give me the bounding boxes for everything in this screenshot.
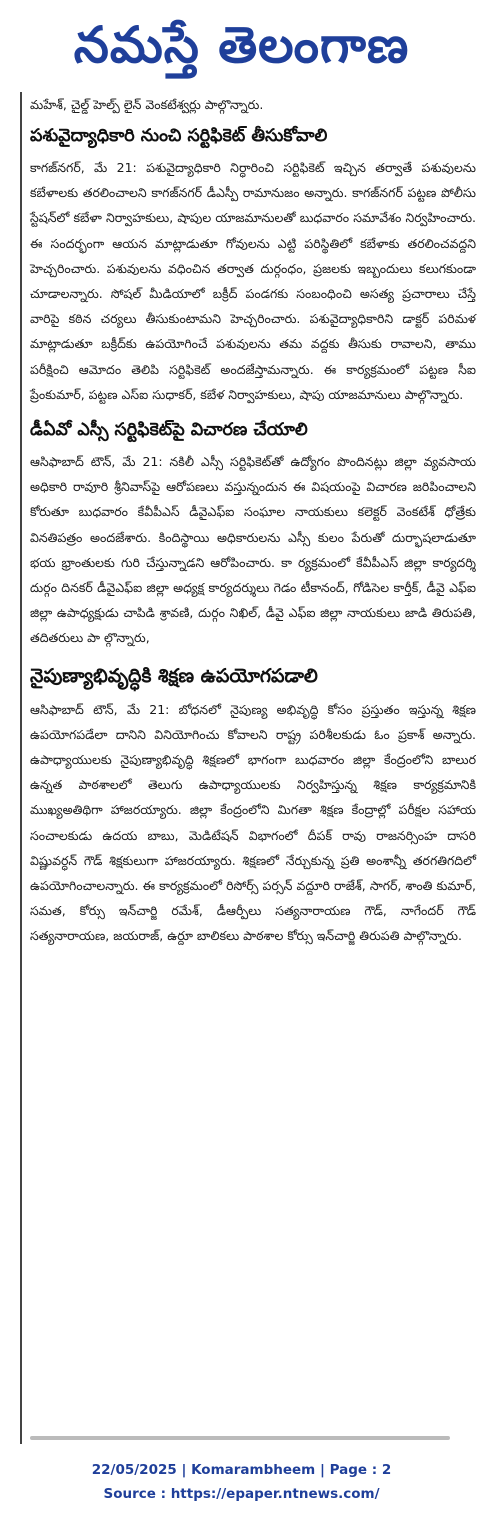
article-skill-training — [30, 659, 476, 949]
article-text: ఆసిఫాబాద్ టౌన్, మే 21: నకిలీ ఎస్సీ సర్టిఫికెట్‌తో ఉద్యోగం పొందినట్లు జిల్లా వ్యవసాయ అధికారి రావూరి శ్రీనివాస్‌పై ఆరోపణలు వస్తున్నందున ఈ విషయంపై విచారణ జరిపించాలని కోరుతూ బుధవారం కేవీపీఎస్ డీవైఎఫ్ఐ సంఘాల నాయకులు కలెక్టర్ వెంకటేశ్ ధోత్రేకు వినతిపత్రం అందజేశారు. కిందిస్థాయి అధికారులను ఎస్సీ కులం పేరుతో దుర్భాషలాడుతూ భయ భ్రాంతులకు గురి చేస్తున్నాడని ఆరోపించారు. కా ర్యక్రమంలో కేవీపీఎస్ జిల్లా కార్యదర్శి దుర్గం దినకర్ డీవైఎఫ్ఐ జిల్లా అధ్యక్ష కార్యదర్శులు గెడం టీకానంద్, గోడిసెల కార్తీక్, డీవై ఎఫ్ఐ జిల్లా ఉపాధ్యక్షుడు చాపిడి శ్రావణి, దుర్గం నిఖిల్, డీవై ఎఫ్ఐ జిల్లా నాయకులు జాడి తిరుపతి, తదితరులు పా ల్గొన్నారు, — [30, 454, 476, 646]
article-headline: పశువైద్యాధికారి నుంచి సర్టిఫికెట్ తీసుకోవాలి — [30, 126, 328, 146]
article-body — [30, 697, 476, 949]
article-body — [30, 449, 476, 651]
article-body — [30, 155, 476, 407]
article-headline: డీఏవో ఎస్సీ సర్టిఫికెట్‌పై విచారణ చేయాలి — [30, 420, 308, 441]
continued-text-line: మహేశ్, చైల్డ్ హెల్ప్ లైన్ వెంకటేశ్వర్లు పాల్గొన్నారు. — [30, 97, 264, 112]
masthead — [0, 0, 483, 90]
cropped-next-headline — [30, 1432, 450, 1444]
article-text: ఆసిఫాబాద్ టౌన్, మే 21: బోధనలో నైపుణ్య అభివృద్ధి కోసం ప్రస్తుతం ఇస్తున్న శిక్షణ ఉపయోగపడేలా దానిని వినియోగించు కోవాలని రాష్ట్ర పరిశీలకుడు ఓం ప్రకాశ్ అన్నారు. ఉపాధ్యాయులకు నైపుణ్యాభివృద్ధి శిక్షణలో భాగంగా బుధవారం జిల్లా కేంద్రంలోని బాలుర ఉన్నత పాఠశాలలో తెలుగు ఉపాధ్యాయులకు నిర్వహిస్తున్న శిక్షణ కార్యక్రమానికి ముఖ్యఅతిథిగా హాజరయ్యారు. జిల్లా కేంద్రంలోని మిగతా శిక్షణ కేంద్రాల్లో పరీక్షల సహాయ సంచాలకుడు ఉదయ బాబు, మెడిటేషన్ విభాగంలో దీపక్ రావు రాజనర్సింహ దాసరి విష్ణువర్ధన్ గౌడ్ శిక్షకులుగా హాజరయ్యారు. శిక్షణలో నేర్చుకున్న ప్రతి అంశాన్నీ తరగతిగదిలో ఉపయోగించాలన్నారు. ఈ కార్యక్రమంలో రిసోర్స్ పర్సన్ వద్దూరి రాజేశ్, సాగర్, శాంతి కుమార్, సమత, కోర్సు ఇన్‌చార్జి రమేశ్, డీఆర్పీలు సత్యనారాయణ గౌడ్, నాగేందర్ గౌడ్ సత్యనారాయణ, జయరాజ్, ఉర్దూ బాలికలు పాఠశాల కోర్సు ఇన్‌చార్జి తిరుపతి పాల్గొన్నారు. — [30, 701, 476, 944]
article-vet-certificate — [30, 121, 476, 407]
source-link[interactable]: Source : https://epaper.ntnews.com/ — [103, 1486, 380, 1502]
newspaper-title: నమస్తే తెలంగాణ — [73, 16, 410, 74]
edition-info: 22/05/2025 | Komarambheem | Page : 2 — [91, 1462, 392, 1478]
article-headline: నైపుణ్యాభివృద్ధికి శిక్షణ ఉపయోగపడాలి — [30, 664, 318, 687]
page-body — [20, 92, 480, 1444]
page-footer — [0, 1458, 483, 1506]
article-dao-sc-certificate — [30, 415, 476, 651]
article-text: కాగజ్‌నగర్, మే 21: పశువైద్యాధికారి నిర్ధారించి సర్టిఫికెట్ ఇచ్చిన తర్వాతే పశువులను కబేళాలకు తరలించాలని కాగజ్‌నగర్ డీఎస్పీ రామానుజం అన్నారు. కాగజ్‌నగర్ పట్టణ పోలీసు స్టేషన్‌లో కబేళా నిర్వాహకులు, షాపుల యాజమానులతో బుధవారం సమావేశం నిర్వహించారు. ఈ సందర్భంగా ఆయన మాట్లాడుతూ గోవులను ఎట్టి పరిస్థితిలో కబేళాకు తరలించవద్దని హెచ్చరించారు. పశువులను వధించిన తర్వాత దుర్గంధం, ప్రజలకు ఇబ్బందులు కలుగకుండా చూడాలన్నారు. సోషల్ మీడియాలో బక్రీద్ పండగకు సంబంధించి అసత్య ప్రచారాలు చేస్తే వారిపై కఠిన చర్యలు తీసుకుంటామని హెచ్చరించారు. పశువైద్యాధికారిని డాక్టర్ పరిమళ మాట్లాడుతూ బక్రీద్‌కు ఉపయోగించే పశువులను తమ వద్దకు తీసుకు రావాలని, తాము పరీక్షించి ఆమోదం తెలిపి సర్టిఫికెట్ అందజేస్తామన్నారు. ఈ కార్యక్రమంలో పట్టణ సీఐ ప్రేంకుమార్, పట్టణ ఎస్ఐ సుధాకర్, కబేళ నిర్వాహకులు, షాపు యాజమానులు పాల్గొన్నారు. — [30, 160, 476, 402]
